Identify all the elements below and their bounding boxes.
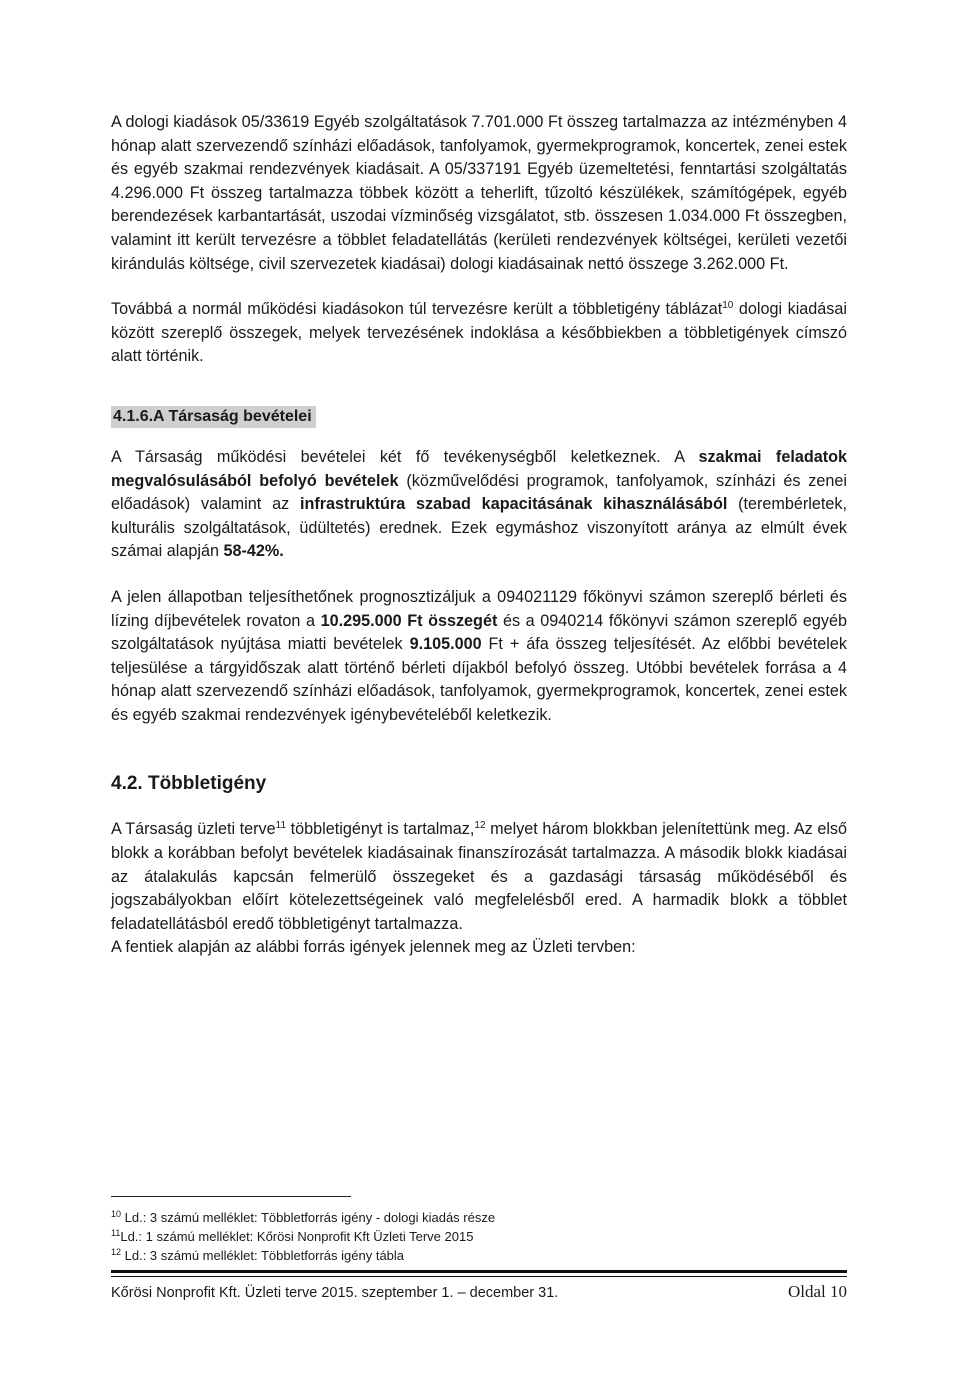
document-body xyxy=(111,111,847,960)
footnotes xyxy=(111,1208,847,1265)
footer-divider xyxy=(111,1270,847,1273)
footnote-ref-11[interactable]: 11 xyxy=(275,820,287,832)
paragraph-dologi-kiadasok: A dologi kiadások 05/33619 Egyéb szolgáltatások 7.701.000 Ft összeg tartalmazza az intézményben 4 hónap alatt szervezendő színházi előadások, tanfolyamok, gyermekprogramok, koncertek, zenei estek és egyéb szakmai rendezvények kiadásait. A 05/337191 Egyéb üzemeltetési, fenntartási szolgáltatás 4.296.000 Ft összeg tartalmazza többek között a teherlift, tűzoltó készülékek, számítógépek, egyéb berendezések karbantartását, uszodai vízminőség vizsgálatot, stb. összesen 1.034.000 Ft összegben, valamint itt került tervezésre a többlet feladatellátás (kerületi rendezvények költségei, kerületi vezetői kirándulás költsége, civil szervezetek kiadásai) dologi kiadásainak nettó összege 3.262.000 Ft. xyxy=(111,113,847,273)
footnote-12: $^{12}$ Ld.: 3 számú melléklet: Többletforrás igény tábla xyxy=(111,1247,405,1263)
paragraph-prognozis: A jelen állapotban teljesíthetőnek prognosztizáljuk a 094021129 főkönyvi számon szereplő bérleti és lízing díjbevételek rovaton a 10.295.000 Ft összegét és a 0940214 főkönyvi számon szereplő egyéb szolgáltatások nyújtása miatti bevételek 9.105.000 Ft + áfa összeg teljesítését. Az előbbi bevételek teljesülése a tárgyidőszak alatt történő bérleti díjakból befolyó összeg. Utóbbi bevételek forrása a 4 hónap alatt szervezendő színházi előadások, tanfolyamok, gyermekprogramok, koncertek, zenei estek és egyéb szakmai rendezvények igénybevételéből keletkezik. xyxy=(111,587,848,724)
section-heading-42: 4.2. Többletigény xyxy=(111,773,267,795)
footer-divider-thin xyxy=(111,1276,847,1277)
section-heading-416: 4.1.6.A Társaság bevételei xyxy=(111,406,316,428)
footer-document-title: Kőrösi Nonprofit Kft. Üzleti terve 2015. szeptember 1. – december 31. xyxy=(111,1285,559,1301)
paragraph-tobbletigeny: A Társaság üzleti terve$^{11}$ többletigényt is tartalmaz,$^{12}$ melyet három blokkban jelenítettünk meg. Az első blokk a korábban befolyt bevételek kiadásainak finanszírozását tartalmazza. A második blokk kiadásai az átalakulás kapcsán felmerülő összegeket és a gazdasági társaság működéséből és jogszabályokban előírt kötelezettségeinek való megfelelésből ered. A harmadik blokk a többlet feladatellátásból eredő többletigényt tartalmazza. xyxy=(111,820,848,933)
footnote-10: $^{10}$ Ld.: 3 számú melléklet: Többletforrás igény - dologi kiadás része xyxy=(111,1209,496,1225)
footnote-11: $^{11}$Ld.: 1 számú melléklet: Kőrösi Nonprofit Kft Üzleti Terve 2015 xyxy=(111,1228,474,1244)
paragraph-tovabba: Továbbá a normál működési kiadásokon túl tervezésre került a többletigény táblázat$^{10}$ dologi kiadásai között szereplő összegek, melyek tervezésének indoklása a későbbiekben a többletigények címszó alatt történik. xyxy=(111,300,847,366)
paragraph-forras-igenyek: A fentiek alapján az alábbi forrás igények jelennek meg az Üzleti tervben: xyxy=(111,938,636,957)
footnote-ref-12[interactable]: 12 xyxy=(474,820,486,832)
footnote-divider xyxy=(111,1196,351,1197)
footer-page-number: Oldal 10 xyxy=(787,1282,847,1301)
footnote-ref-10[interactable]: 10 xyxy=(722,300,734,312)
paragraph-bevetelek: A Társaság működési bevételei két fő tevékenységből keletkeznek. A szakmai feladatok megvalósulásából befolyó bevételek (közművelődési programok, tanfolyamok, színházi és zenei előadások) valamint az infrastruktúra szabad kapacitásának kihasználásából (terembérletek, kulturális szolgáltatások, üdültetés) erednek. Ezek egymáshoz viszonyított aránya az elmúlt évek számai alapján 58-42%. xyxy=(111,447,847,561)
